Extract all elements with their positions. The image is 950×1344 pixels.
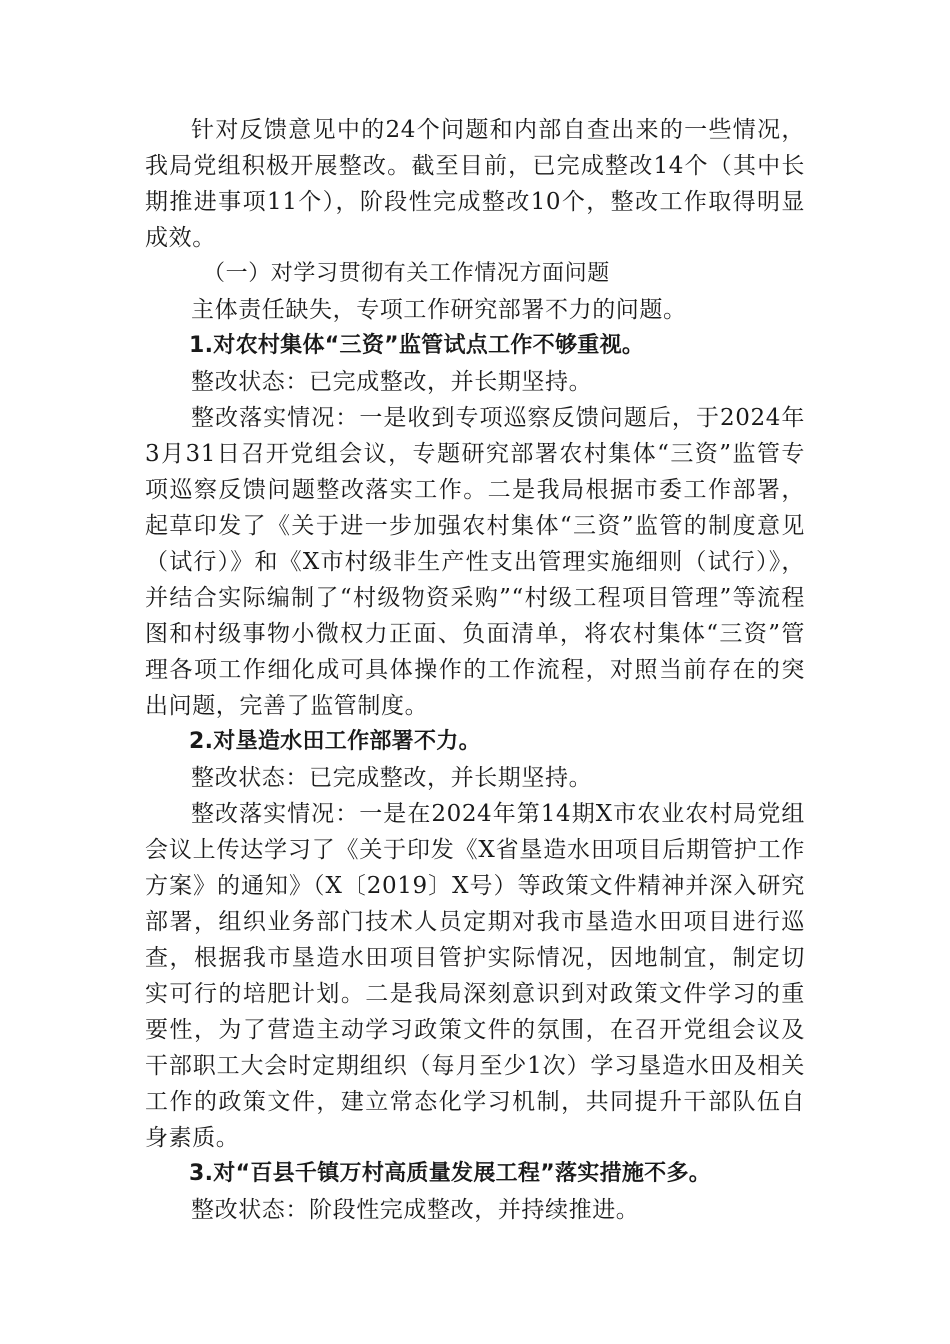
item-3-status: 整改状态：阶段性完成整改，并持续推进。 [191,1197,640,1223]
intro-paragraph: 针对反馈意见中的24个问题和内部自查出来的一些情况，我局党组积极开展整改。截至目前，已完成整改14个（其中长期推进事项11个），阶段性完成整改10个，整改工作取得明显成效。 [145,117,805,251]
section-summary: 主体责任缺失，专项工作研究部署不力的问题。 [191,297,687,323]
item-2-detail: 整改落实情况：一是在2024年第14期X市农业农村局党组会议上传达学习了《关于印发《X省垦造水田项目后期管护工作方案》的通知》（X〔2019〕X号）等政策文件精神并深入研究部署，组织业务部门技术人员定期对我市垦造水田项目进行巡查，根据我市垦造水田项目管护实际情况，因地制宜，制定切实可行的培肥计划。二是我局深刻意识到对政策文件学习的重要性，为了营造主动学习政策文件的氛围，在召开党组会议及干部职工大会时定期组织（每月至少1次）学习垦造水田及相关工作的政策文件，建立常态化学习机制，共同提升干部队伍自身素质。 [145,801,805,1151]
document-page [145,112,805,1228]
item-2-title: 2.对垦造水田工作部署不力。 [189,729,481,754]
item-3-title: 3.对“百县千镇万村高质量发展工程”落实措施不多。 [189,1161,712,1186]
item-1-detail: 整改落实情况：一是收到专项巡察反馈问题后，于2024年3月31日召开党组会议，专题研究部署农村集体“三资”监管专项巡察反馈问题整改落实工作。二是我局根据市委工作部署，起草印发了《关于进一步加强农村集体“三资”监管的制度意见（试行）》和《X市村级非生产性支出管理实施细则（试行）》，并结合实际编制了“村级物资采购”“村级工程项目管理”等流程图和村级事物小微权力正面、负面清单，将农村集体“三资”管理各项工作细化成可具体操作的工作流程，对照当前存在的突出问题，完善了监管制度。 [145,405,805,719]
item-1-status: 整改状态：已完成整改，并长期坚持。 [191,369,593,395]
item-1-title: 1.对农村集体“三资”监管试点工作不够重视。 [189,333,645,358]
item-2-status: 整改状态：已完成整改，并长期坚持。 [191,765,593,791]
section-heading: （一）对学习贯彻有关工作情况方面问题 [203,261,610,286]
